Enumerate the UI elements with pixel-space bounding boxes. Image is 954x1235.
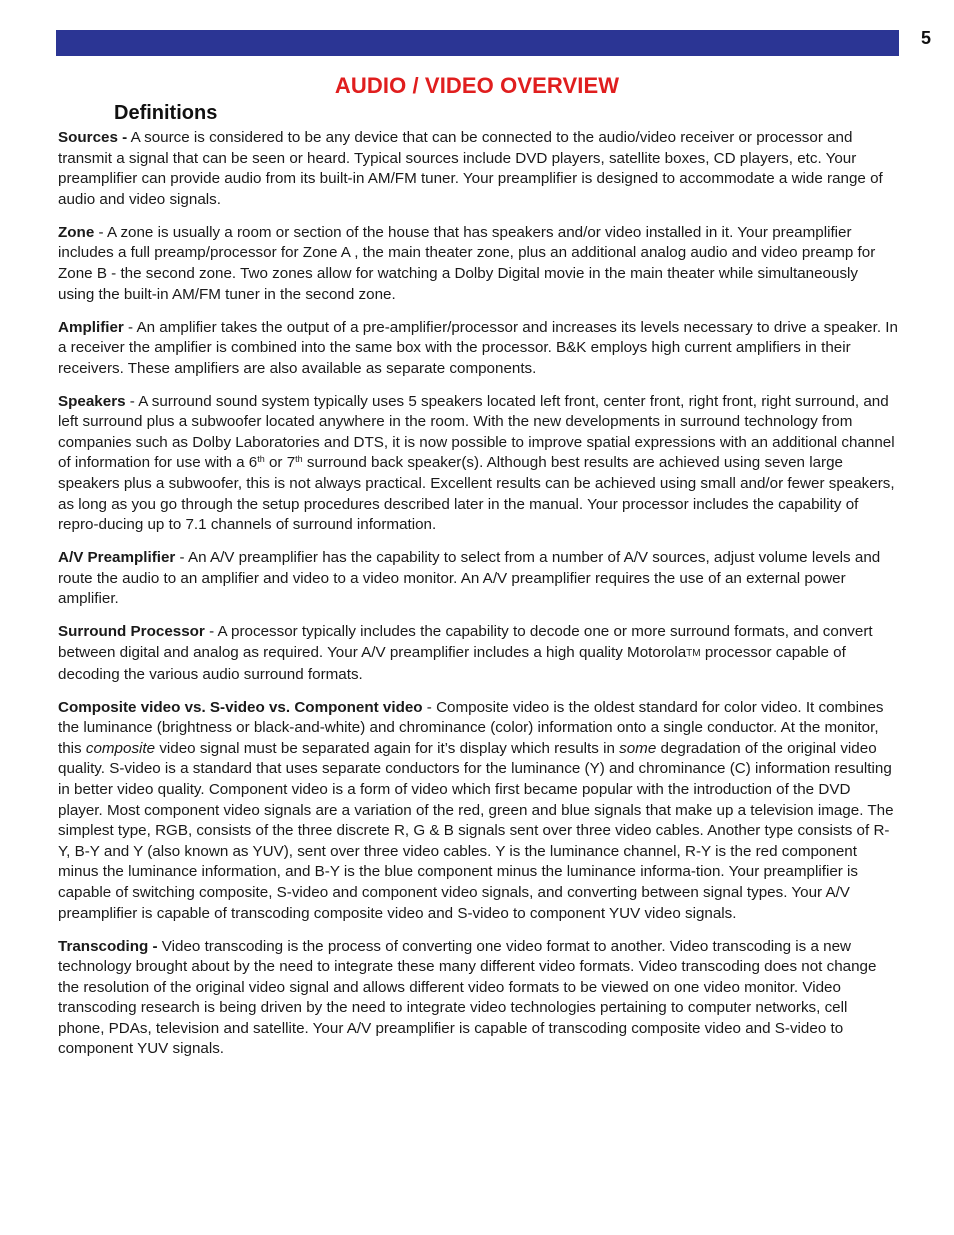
definitions-body — [58, 128, 898, 1072]
term-av-preamplifier: A/V Preamplifier — [58, 549, 176, 567]
term-composite-video: Composite video vs. S-video vs. Component video — [58, 698, 423, 716]
definition-text: - An A/V preamplifier has the capability to select from a number of A/V sources, adjust volume levels and route the audio to an amplifier and video to a video monitor. An A/V preamplifier requires the use of an external power amplifier. — [58, 549, 881, 608]
definition-text: - A processor typically includes the capability to decode one or more surround formats, and convert between digital and analog as required. Your A/V preamplifier includes a high quality Motorola — [58, 623, 873, 662]
page-title: AUDIO / VIDEO OVERVIEW — [334, 73, 620, 98]
section-subtitle: Definitions — [114, 102, 218, 124]
header-bar — [56, 30, 899, 56]
term-amplifier: Amplifier — [58, 318, 124, 336]
definition-text: processor capable of decoding the various audio surround formats. — [58, 644, 846, 683]
superscript-th: th — [295, 454, 303, 465]
definition-av-preamplifier — [58, 548, 898, 610]
definition-text: video signal must be separated again for it’s display which results in — [155, 739, 620, 757]
definition-zone — [58, 223, 898, 305]
definition-text: A source is considered to be any device that can be connected to the audio/video receiver or processor and transmit a signal that can be seen or heard. Typical sources include DVD players, satellite boxes, CD players, etc. Your preamplifier can provide audio from its built-in AM/FM tuner. Your preamplifier is designed to accommodate a wide range of audio and video signals. — [58, 129, 883, 208]
definition-text: - A zone is usually a room or section of the house that has speakers and/or video installed in it. Your preamplifier includes a full preamp/processor for Zone A , the main theater zone, plus an additional analog audio and video preamp for Zone B - the second zone. Two zones allow for watching a Dolby Digital movie in the main theater while simultaneously using the built-in AM/FM tuner in the second zone. — [58, 223, 876, 303]
superscript-th: th — [257, 454, 265, 465]
emphasis-some: some — [619, 739, 657, 757]
definition-text: surround back speaker(s). Although best results are achieved using seven large speakers plus a subwoofer, this is not always practical. Excellent results can be achieved using small and/or fewer speakers, as long as you go through the setup procedures described later in the manual. Your processor includes the capability of repro-ducing up to 7.1 channels of surround information. — [58, 454, 895, 534]
definition-surround-processor — [58, 622, 898, 685]
trademark-mark: TM — [686, 648, 701, 660]
definition-speakers — [58, 392, 898, 536]
definition-text: - Composite video is the oldest standard for color video. It combines the luminance (brightness or black-and-white) and chrominance (color) information onto a single conductor. At the monitor, this — [58, 698, 884, 757]
term-transcoding: Transcoding - — [58, 937, 158, 955]
definition-text: - A surround sound system typically uses 5 speakers located left front, center front, right front, right surround, and left surround plus a subwoofer located anywhere in the room. With the new developments in surround technology from companies such as Dolby Laboratories and DTS, it is now possible to improve spatial expressions with an additional channel of information for use with a 6 — [58, 392, 895, 472]
emphasis-composite: composite — [85, 739, 156, 757]
definition-text: or 7 — [264, 454, 296, 472]
definition-text: - An amplifier takes the output of a pre-amplifier/processor and increases its levels necessary to drive a speaker. In a receiver the amplifier is combined into the same box with the processor. B&K employs high current amplifiers in their receivers. These amplifiers are also available as separate components. — [58, 318, 898, 377]
term-speakers: Speakers — [58, 392, 126, 410]
definition-amplifier — [58, 318, 898, 380]
definition-composite-video — [58, 698, 898, 925]
definition-transcoding — [58, 937, 898, 1061]
definition-text: degradation of the original video quality. S-video is a standard that uses separate conductors for the luminance (Y) and chrominance (C) information resulting in better video quality. Component video is a form of video which first became popular with the introduction of the DVD player. Most component video signals are a variation of the red, green and blue signals that make up a television image. The simplest type, RGB, consists of the three discrete R, G & B signals sent over three video cables. Another type consists of R-Y, B-Y and Y (also known as YUV), sent over three video cables. Y is the luminance channel, R-Y is the red component minus the luminance information, and B-Y is the blue component minus the luminance informa-tion. Your preamplifier is capable of switching composite, S-video and component video signals, and converting between signal types. Your A/V preamplifier is capable of transcoding composite video and S-video to component YUV video signals. — [58, 739, 894, 922]
definition-text: Video transcoding is the process of converting one video format to another. Video transcoding is a new technology brought about by the need to integrate these many different video formats. Video transcoding does not change the resolution of the original video signal and allows different video formats to be viewed on one video monitor. Video transcoding research is being driven by the need to integrate video technologies pertaining to computer networks, cell phone, PDAs, television and satellite. Your A/V preamplifier is capable of transcoding composite video and S-video to component YUV signals. — [58, 937, 877, 1058]
term-surround-processor: Surround Processor — [58, 623, 205, 641]
term-zone: Zone — [58, 223, 95, 241]
definition-sources — [58, 128, 898, 210]
page-number: 5 — [920, 28, 931, 48]
term-sources: Sources - — [58, 129, 128, 146]
